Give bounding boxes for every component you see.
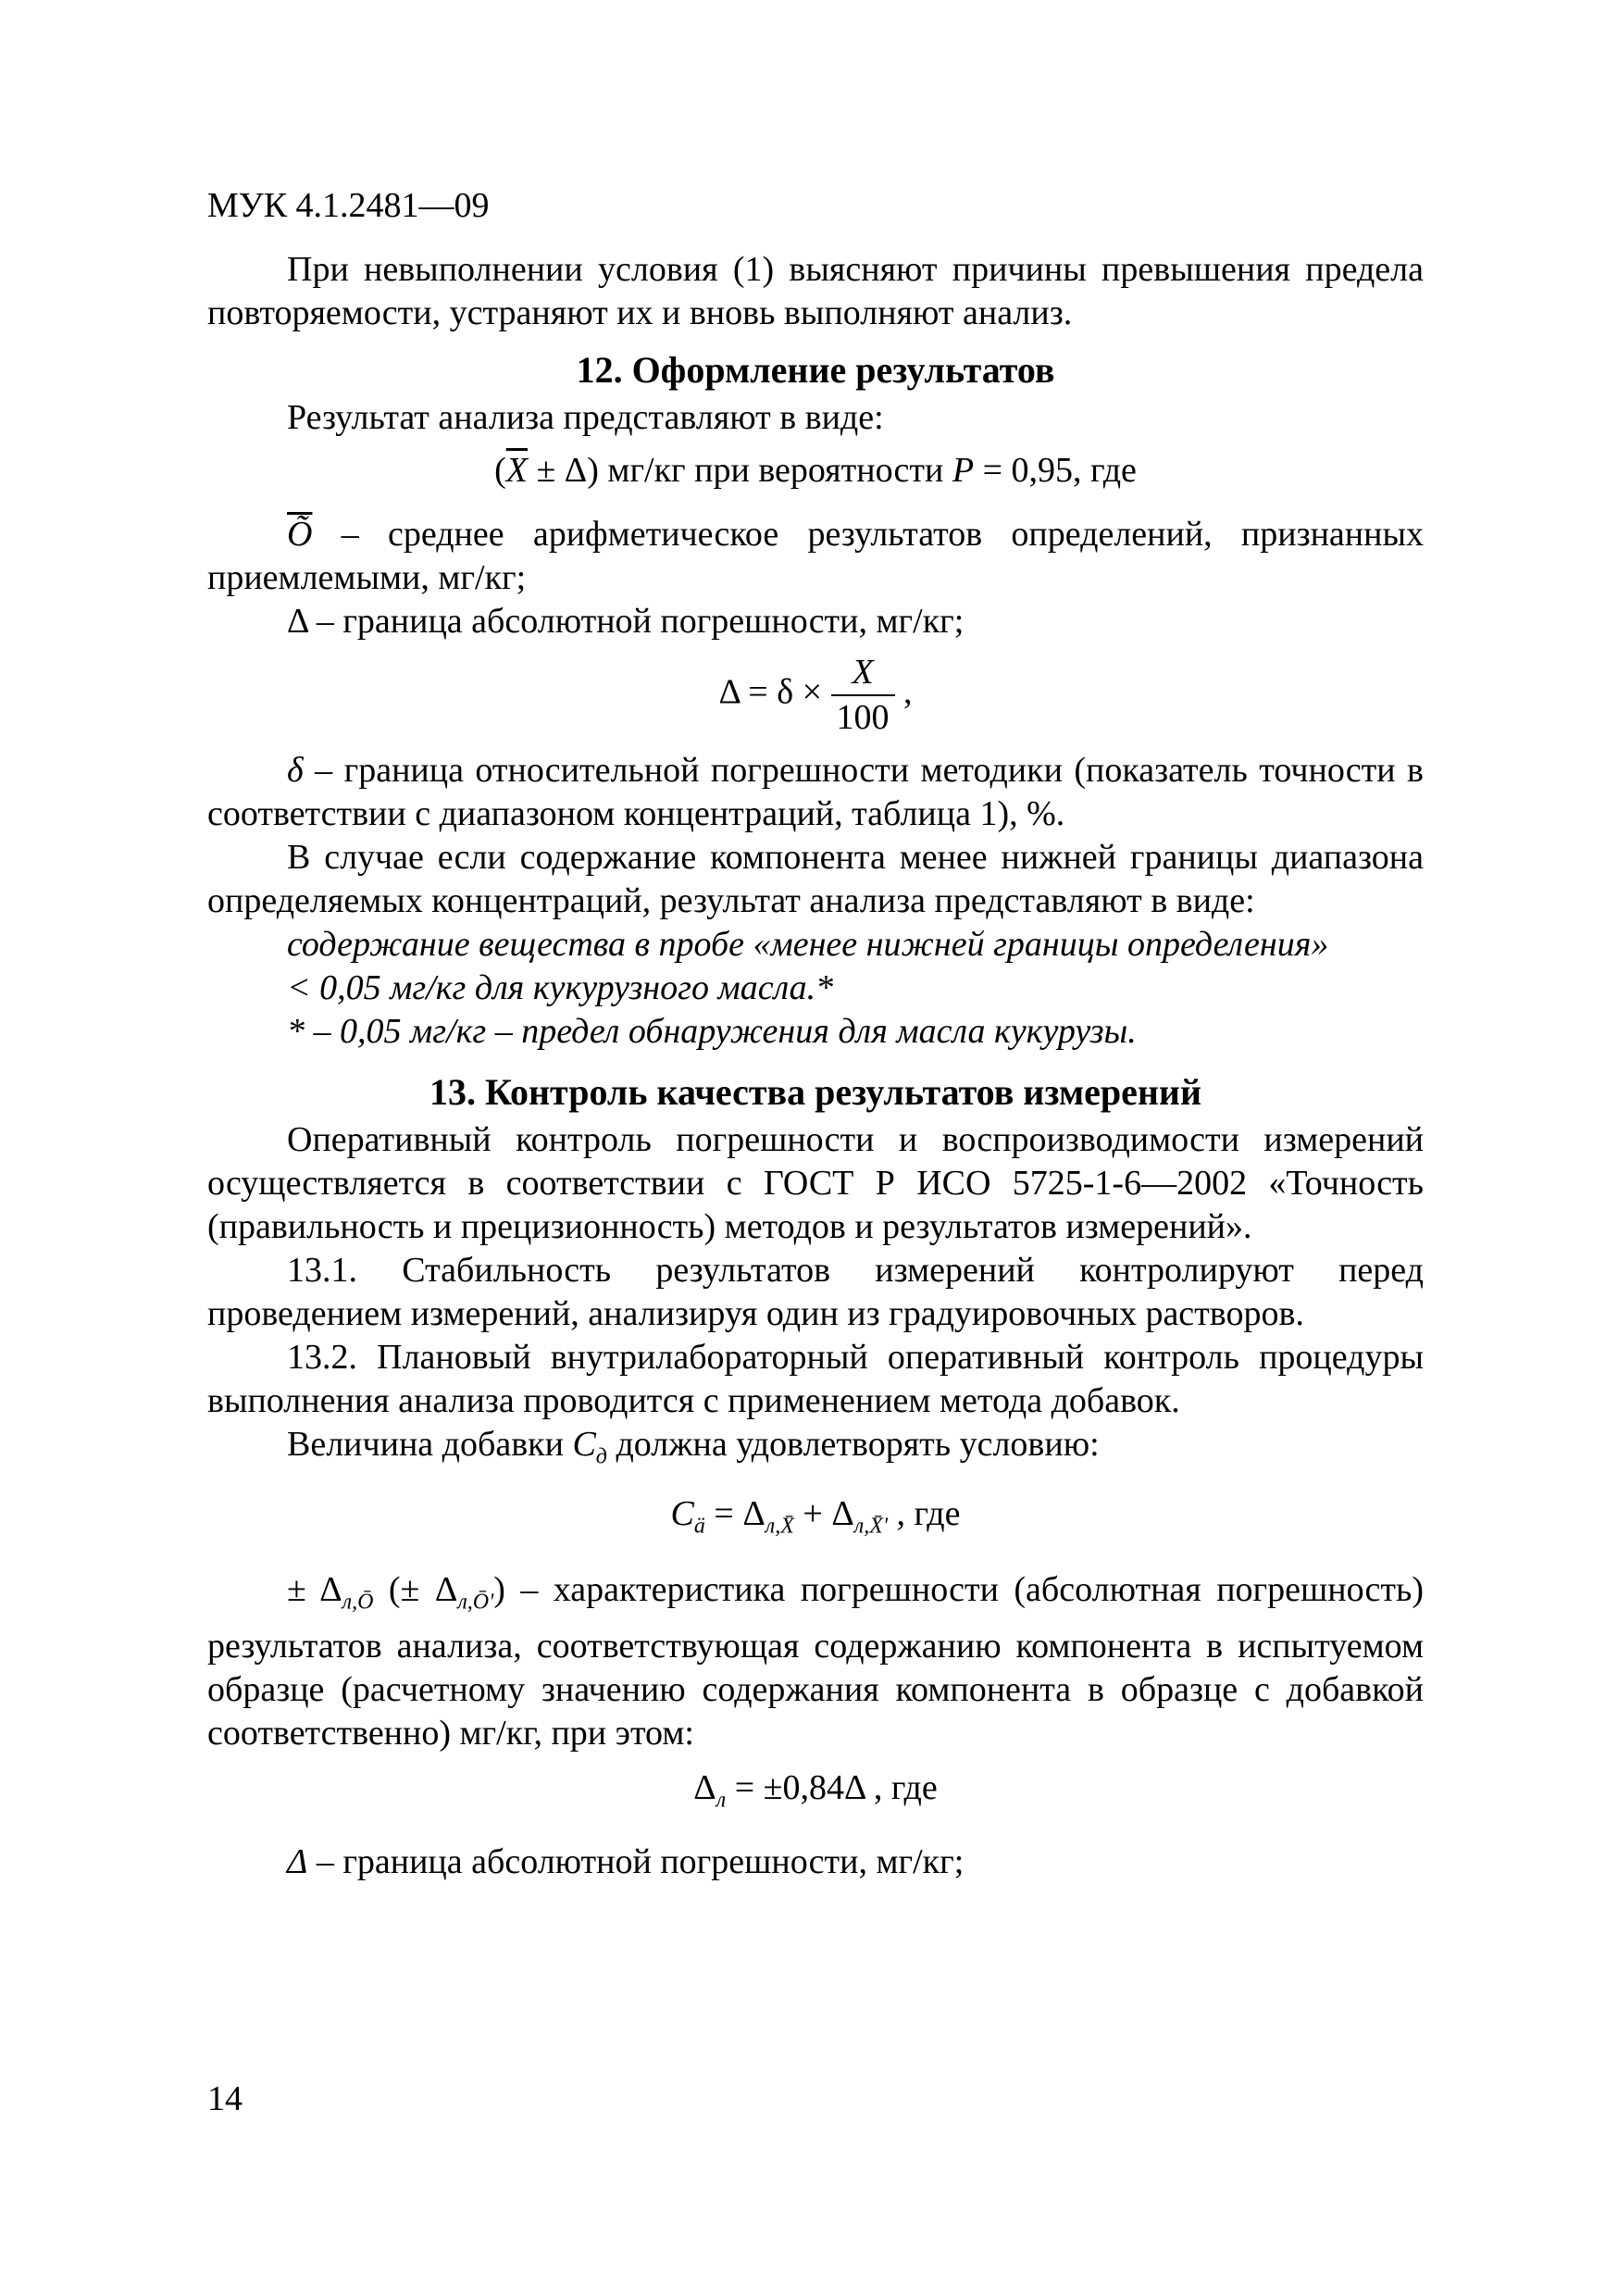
definition-x: $\overline{Õ}$ – среднее арифметическое результатов определений, признанных приемлемыми, мг/кг; bbox=[207, 515, 1424, 597]
error-characteristic: ± $\Delta_{л,Ō}$ (± $\Delta_{л,Ō'}$) – характеристика погрешности (абсолютная погрешность) результатов анализа, соответствующая содержанию компонента в испытуемом образце (расчетному значению содержания компонента в образце с добавкой соответственно) мг/кг, при этом: bbox=[207, 1570, 1424, 1753]
paragraph: Величина добавки $C_д$ должна удовлетворять условию: bbox=[287, 1425, 1100, 1469]
document-code: МУК 4.1.2481—09 bbox=[207, 186, 490, 225]
paragraph: При невыполнении условия (1) выясняют причины превышения предела повторяемости, устраняют их и вновь выполняют анализ. bbox=[207, 250, 1424, 332]
delta-formula: Δ = δ × $\frac{X}{100}$ , bbox=[718, 653, 913, 737]
paragraph: Оперативный контроль погрешности и воспроизводимости измерений осуществляется в соответствии с ГОСТ Р ИСО 5725-1-6—2002 «Точность (правильность и прецизионность) методов и результатов измерений». bbox=[207, 1120, 1424, 1246]
page-body bbox=[207, 248, 1424, 1884]
definition-delta: Δ – граница абсолютной погрешности, мг/кг; bbox=[287, 602, 965, 641]
paragraph: Результат анализа представляют в виде: bbox=[287, 398, 884, 437]
paragraph: В случае если содержание компонента менее нижней границы диапазона определяемых концентраций, результат анализа представляют в виде: bbox=[207, 838, 1424, 920]
result-formula: $(\overline{X} \pm \Delta)$ мг/кг при вероятности P = 0,95, где bbox=[494, 451, 1137, 490]
definition-delta-rel: δ – граница относительной погрешности методики (показатель точности в соответствии с диапазоном концентраций, таблица 1), %. bbox=[207, 751, 1424, 833]
paragraph: 13.2. Плановый внутрилабораторный оперативный контроль процедуры выполнения анализа проводится с применением метода добавок. bbox=[207, 1338, 1424, 1420]
section-title-12: 12. Оформление результатов bbox=[576, 349, 1055, 391]
page-number: 14 bbox=[207, 2079, 243, 2118]
additive-formula: $C_ä = \Delta_{л,X̄} + \Delta_{л,X̄'}$ , где bbox=[670, 1493, 961, 1539]
section-title-13: 13. Контроль качества результатов измерений bbox=[429, 1071, 1201, 1113]
italic-line: < 0,05 мг/кг для кукурузного масла.* bbox=[287, 968, 834, 1007]
footnote: * – 0,05 мг/кг – предел обнаружения для масла кукурузы. bbox=[287, 1012, 1137, 1051]
italic-line: содержание вещества в пробе «менее нижней границы определения» bbox=[287, 925, 1329, 964]
paragraph: 13.1. Стабильность результатов измерений контролируют перед проведением измерений, анализируя один из градуировочных растворов. bbox=[207, 1251, 1424, 1333]
delta-l-formula: $\Delta_л = \pm 0,84\Delta$ , где bbox=[693, 1767, 938, 1813]
definition-delta-abs: Δ – граница абсолютной погрешности, мг/кг; bbox=[287, 1842, 965, 1882]
